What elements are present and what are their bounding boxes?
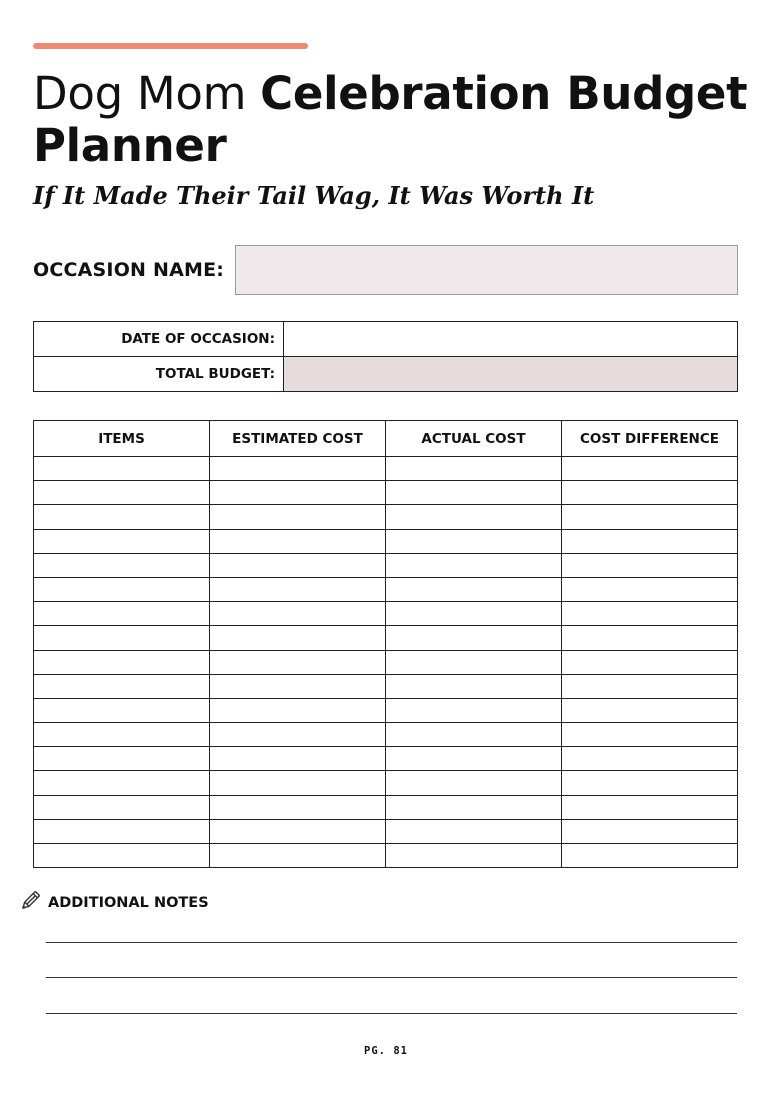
occasion-name-label: OCCASION NAME:	[33, 259, 225, 281]
items-cell[interactable]	[34, 481, 210, 505]
table-row	[34, 698, 738, 722]
actual-cost-cell[interactable]	[386, 457, 562, 481]
cost-difference-cell[interactable]	[562, 577, 738, 601]
actual-cost-cell[interactable]	[386, 747, 562, 771]
info-table	[33, 321, 738, 392]
actual-cost-cell[interactable]	[386, 505, 562, 529]
actual-cost-cell[interactable]	[386, 723, 562, 747]
accent-bar	[33, 43, 308, 49]
actual-cost-cell[interactable]	[386, 698, 562, 722]
items-cell[interactable]	[34, 602, 210, 626]
budget-table	[33, 420, 738, 868]
cost-difference-cell[interactable]	[562, 529, 738, 553]
items-cell[interactable]	[34, 819, 210, 843]
estimated-cost-cell[interactable]	[210, 529, 386, 553]
cost-difference-cell[interactable]	[562, 844, 738, 868]
estimated-cost-cell[interactable]	[210, 481, 386, 505]
estimated-cost-cell[interactable]	[210, 457, 386, 481]
estimated-cost-cell[interactable]	[210, 650, 386, 674]
actual-cost-cell[interactable]	[386, 626, 562, 650]
items-cell[interactable]	[34, 457, 210, 481]
occasion-name-field[interactable]	[235, 245, 738, 295]
pencil-icon	[18, 889, 42, 917]
items-cell[interactable]	[34, 553, 210, 577]
table-header-row	[34, 421, 738, 457]
header-items: ITEMS	[34, 421, 210, 457]
table-row	[34, 771, 738, 795]
total-budget-label: TOTAL BUDGET:	[34, 357, 284, 392]
note-line[interactable]	[46, 1013, 737, 1014]
estimated-cost-cell[interactable]	[210, 674, 386, 698]
table-row	[34, 819, 738, 843]
actual-cost-cell[interactable]	[386, 602, 562, 626]
estimated-cost-cell[interactable]	[210, 723, 386, 747]
table-row	[34, 553, 738, 577]
estimated-cost-cell[interactable]	[210, 577, 386, 601]
table-row	[34, 723, 738, 747]
note-line[interactable]	[46, 942, 737, 943]
items-cell[interactable]	[34, 723, 210, 747]
actual-cost-cell[interactable]	[386, 577, 562, 601]
cost-difference-cell[interactable]	[562, 481, 738, 505]
estimated-cost-cell[interactable]	[210, 771, 386, 795]
items-cell[interactable]	[34, 505, 210, 529]
notes-header	[18, 889, 209, 917]
header-estimated-cost: ESTIMATED COST	[210, 421, 386, 457]
table-row	[34, 457, 738, 481]
items-cell[interactable]	[34, 747, 210, 771]
estimated-cost-cell[interactable]	[210, 626, 386, 650]
cost-difference-cell[interactable]	[562, 457, 738, 481]
estimated-cost-cell[interactable]	[210, 505, 386, 529]
cost-difference-cell[interactable]	[562, 505, 738, 529]
estimated-cost-cell[interactable]	[210, 747, 386, 771]
page-number: PG. 81	[364, 1045, 408, 1057]
budget-row	[34, 357, 738, 392]
table-row	[34, 505, 738, 529]
actual-cost-cell[interactable]	[386, 819, 562, 843]
header-cost-difference: COST DIFFERENCE	[562, 421, 738, 457]
cost-difference-cell[interactable]	[562, 698, 738, 722]
cost-difference-cell[interactable]	[562, 819, 738, 843]
table-row	[34, 674, 738, 698]
items-cell[interactable]	[34, 844, 210, 868]
actual-cost-cell[interactable]	[386, 481, 562, 505]
actual-cost-cell[interactable]	[386, 771, 562, 795]
table-row	[34, 529, 738, 553]
items-cell[interactable]	[34, 529, 210, 553]
note-line[interactable]	[46, 977, 737, 978]
cost-difference-cell[interactable]	[562, 747, 738, 771]
cost-difference-cell[interactable]	[562, 723, 738, 747]
date-of-occasion-label: DATE OF OCCASION:	[34, 322, 284, 357]
cost-difference-cell[interactable]	[562, 626, 738, 650]
items-cell[interactable]	[34, 626, 210, 650]
header-actual-cost: ACTUAL COST	[386, 421, 562, 457]
actual-cost-cell[interactable]	[386, 795, 562, 819]
cost-difference-cell[interactable]	[562, 674, 738, 698]
items-cell[interactable]	[34, 577, 210, 601]
date-row	[34, 322, 738, 357]
estimated-cost-cell[interactable]	[210, 795, 386, 819]
date-of-occasion-field[interactable]	[284, 322, 738, 357]
total-budget-field[interactable]	[284, 357, 738, 392]
items-cell[interactable]	[34, 650, 210, 674]
cost-difference-cell[interactable]	[562, 553, 738, 577]
cost-difference-cell[interactable]	[562, 771, 738, 795]
title-light: Dog Mom	[33, 67, 261, 120]
actual-cost-cell[interactable]	[386, 529, 562, 553]
table-row	[34, 626, 738, 650]
cost-difference-cell[interactable]	[562, 602, 738, 626]
additional-notes-label: ADDITIONAL NOTES	[48, 895, 209, 911]
actual-cost-cell[interactable]	[386, 553, 562, 577]
estimated-cost-cell[interactable]	[210, 553, 386, 577]
items-cell[interactable]	[34, 698, 210, 722]
page-subtitle: If It Made Their Tail Wag, It Was Worth It	[33, 181, 595, 210]
title-bold: Celebration Budget Planner	[33, 67, 748, 172]
estimated-cost-cell[interactable]	[210, 698, 386, 722]
budget-table-body	[34, 457, 738, 868]
estimated-cost-cell[interactable]	[210, 819, 386, 843]
items-cell[interactable]	[34, 795, 210, 819]
actual-cost-cell[interactable]	[386, 674, 562, 698]
items-cell[interactable]	[34, 771, 210, 795]
estimated-cost-cell[interactable]	[210, 602, 386, 626]
actual-cost-cell[interactable]	[386, 650, 562, 674]
table-row	[34, 747, 738, 771]
items-cell[interactable]	[34, 674, 210, 698]
actual-cost-cell[interactable]	[386, 844, 562, 868]
table-row	[34, 795, 738, 819]
table-row	[34, 577, 738, 601]
page-title	[33, 68, 753, 172]
cost-difference-cell[interactable]	[562, 795, 738, 819]
table-row	[34, 650, 738, 674]
estimated-cost-cell[interactable]	[210, 844, 386, 868]
table-row	[34, 602, 738, 626]
cost-difference-cell[interactable]	[562, 650, 738, 674]
table-row	[34, 481, 738, 505]
table-row	[34, 844, 738, 868]
